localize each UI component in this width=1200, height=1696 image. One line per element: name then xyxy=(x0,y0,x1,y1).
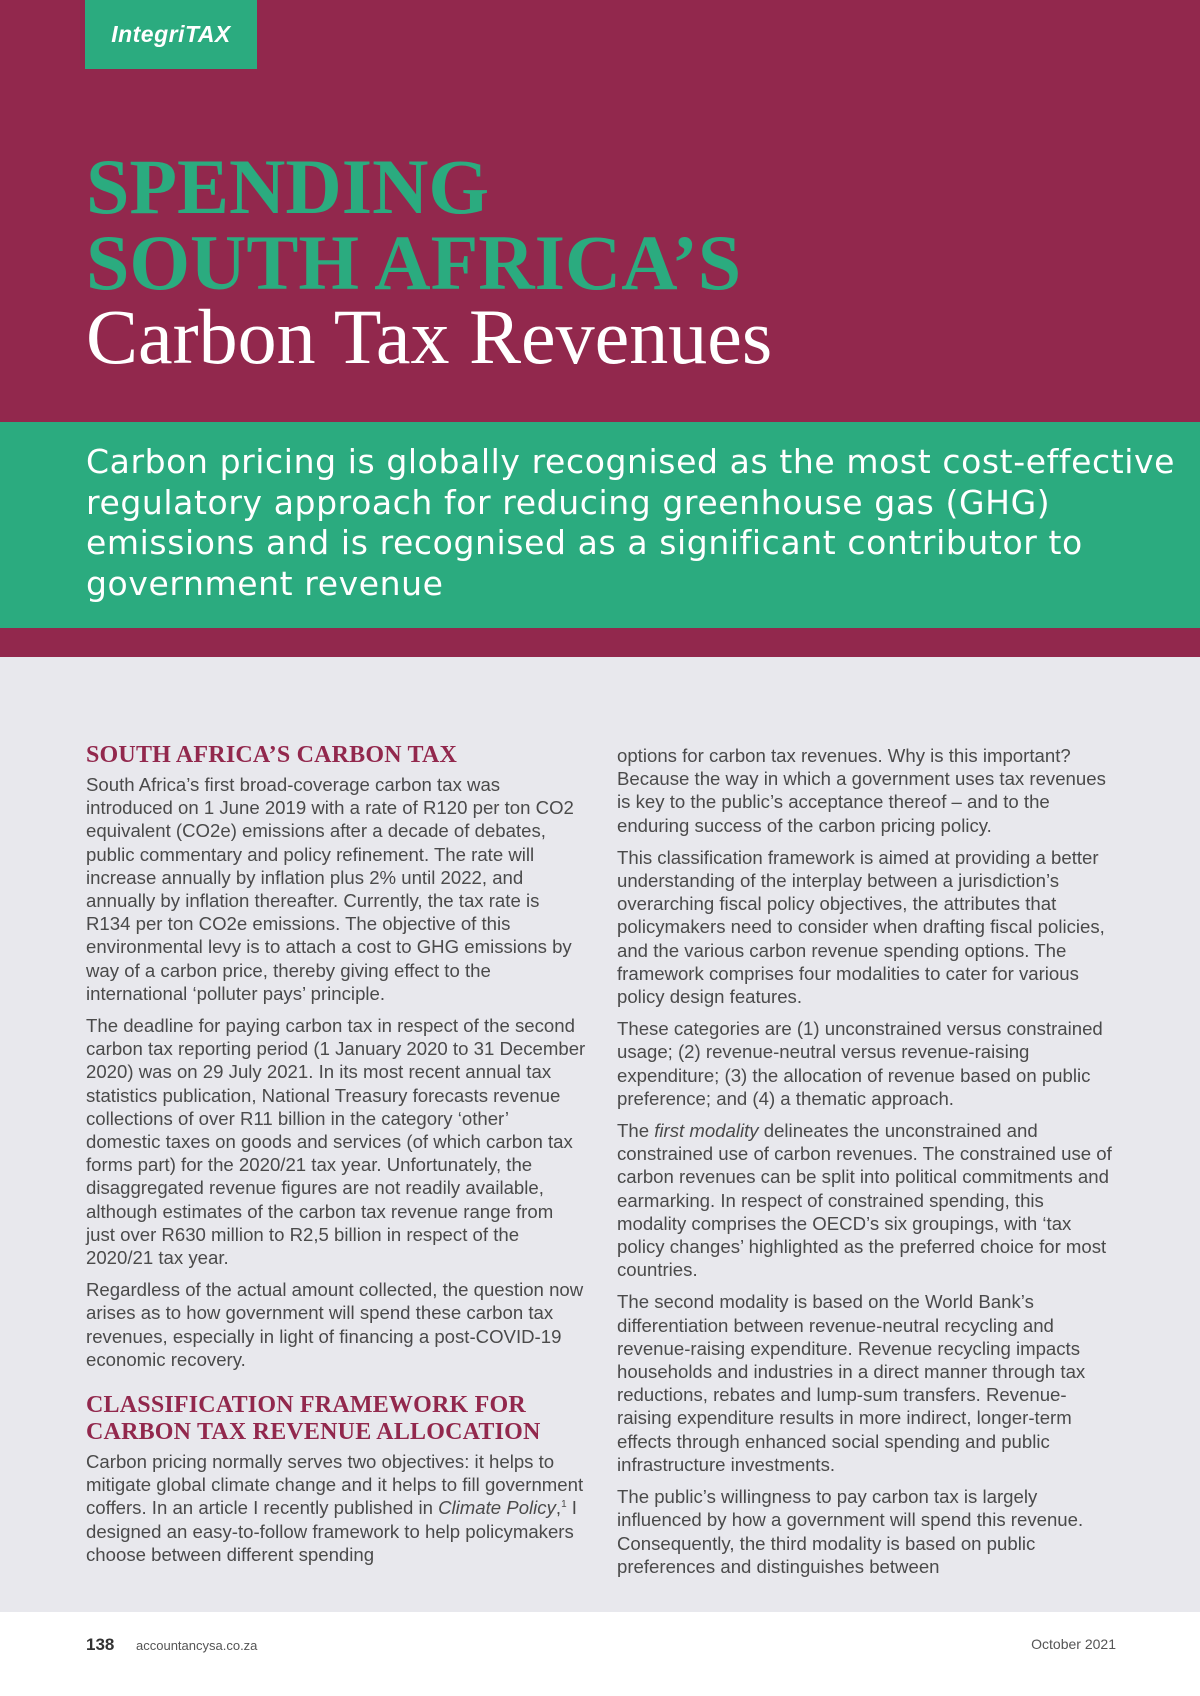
header-band xyxy=(0,0,1200,422)
paragraph xyxy=(86,1450,586,1566)
footer xyxy=(0,1612,1200,1696)
text-span: , xyxy=(555,1497,562,1519)
title-line-2: SOUTH AFRICA’S xyxy=(86,219,742,306)
paragraph: Regardless of the actual amount collected, the question now arises as to how government will spend these carbon tax revenues, especially in light of financing a post-COVID-19 economic recovery. xyxy=(86,1279,584,1370)
section-heading-carbon-tax: SOUTH AFRICA’S CARBON TAX xyxy=(86,742,458,768)
section-heading-classification xyxy=(86,1392,586,1446)
paragraph: This classification framework is aimed at providing a better understanding of the interplay between a jurisdiction’s overarching fiscal policy objectives, the attributes that policymakers need to consider when drafting fiscal policies, and the various carbon revenue spending options. The framework comprises four modalities to cater for various policy design features. xyxy=(617,846,1105,1008)
issue-date: October 2021 xyxy=(1031,1636,1116,1652)
paragraph: The public’s willingness to pay carbon tax is largely influenced by how a government will spend this revenue. Consequently, the third modality is based on public preferences and distinguishes between xyxy=(617,1486,1084,1577)
page-number: 138 xyxy=(86,1635,115,1654)
left-column xyxy=(86,742,586,1575)
paragraph: The second modality is based on the World Bank’s differentiation between revenue-neutral recycling and revenue-raising expenditure. Revenue recycling impacts households and industries in a direct manner through tax reductions, rebates and lump-sum transfers. Revenue-raising expenditure results in more indirect, longer-term effects through enhanced social spending and public infrastructure investments. xyxy=(617,1291,1086,1475)
logo xyxy=(85,0,257,69)
heading-line: CLASSIFICATION FRAMEWORK FOR xyxy=(86,1392,526,1419)
text-span: Carbon pricing normally serves two objectives: it helps to mitigate global climate change and it helps to fill government coffers. In an article I recently published in xyxy=(86,1451,584,1519)
paragraph: The deadline for paying carbon tax in respect of the second carbon tax reporting period (1 January 2020 to 31 December 2020) was on 29 July 2021. In its most recent annual tax statistics publication, National Treasury forecasts revenue collections of over R11 billion in the category ‘other’ domestic taxes on goods and services (of which carbon tax forms part) for the 2020/21 tax year. Unfortunately, the disaggregated revenue figures are not readily available, although estimates of the carbon tax revenue range from just over R630 million to R2,5 billion in respect of the 2020/21 tax year. xyxy=(86,1015,586,1269)
paragraph: South Africa’s first broad-coverage carbon tax was introduced on 1 June 2019 with a rate of R120 per ton CO2 equivalent (CO2e) emissions after a decade of debates, public commentary and policy refinement. The rate will increase annually by inflation plus 2% until 2022, and annually by inflation thereafter. Currently, the tax rate is R134 per ton CO2e emissions. The objective of this environmental levy is to attach a cost to GHG emissions by way of a carbon price, thereby giving effect to the international ‘polluter pays’ principle. xyxy=(86,774,574,1004)
website-link[interactable]: accountancysa.co.za xyxy=(136,1638,258,1653)
journal-title: Climate Policy xyxy=(438,1497,556,1519)
paragraph xyxy=(617,1119,1117,1281)
title-subline: Carbon Tax Revenues xyxy=(86,293,773,380)
title-line-1: SPENDING xyxy=(86,143,490,230)
text-span: The xyxy=(617,1120,655,1142)
logo-text: IntegriTAX xyxy=(111,21,231,47)
text-span: delineates the unconstrained and constrained use of carbon revenues. The constrained use of carbon revenues can be split into political commitments and earmarking. In respect of constrained spending, this modality comprises the OECD’s six groupings, with ‘tax policy changes’ highlighted as the preferred choice for most countries. xyxy=(617,1120,1112,1281)
paragraph: options for carbon tax revenues. Why is this important? Because the way in which a government uses tax revenues is key to the public’s acceptance thereof – and to the enduring success of the carbon pricing policy. xyxy=(617,745,1106,836)
footnote-ref: 1 xyxy=(561,1499,567,1511)
heading-line: CARBON TAX REVENUE ALLOCATION xyxy=(86,1419,541,1446)
emphasis: first modality xyxy=(654,1120,759,1142)
right-column xyxy=(617,744,1117,1587)
divider-band xyxy=(0,628,1200,657)
text-span: I designed an easy-to-follow framework to help policymakers choose between different spending xyxy=(86,1497,577,1565)
paragraph: These categories are (1) unconstrained versus constrained usage; (2) revenue-neutral versus revenue-raising expenditure; (3) the allocation of revenue based on public preference; and (4) a thematic approach. xyxy=(617,1018,1103,1109)
intro-text: Carbon pricing is globally recognised as the most cost-effective regulatory approach for reducing greenhouse gas (GHG) emissions and is recognised as a significant contributor to government revenue xyxy=(86,442,1176,603)
